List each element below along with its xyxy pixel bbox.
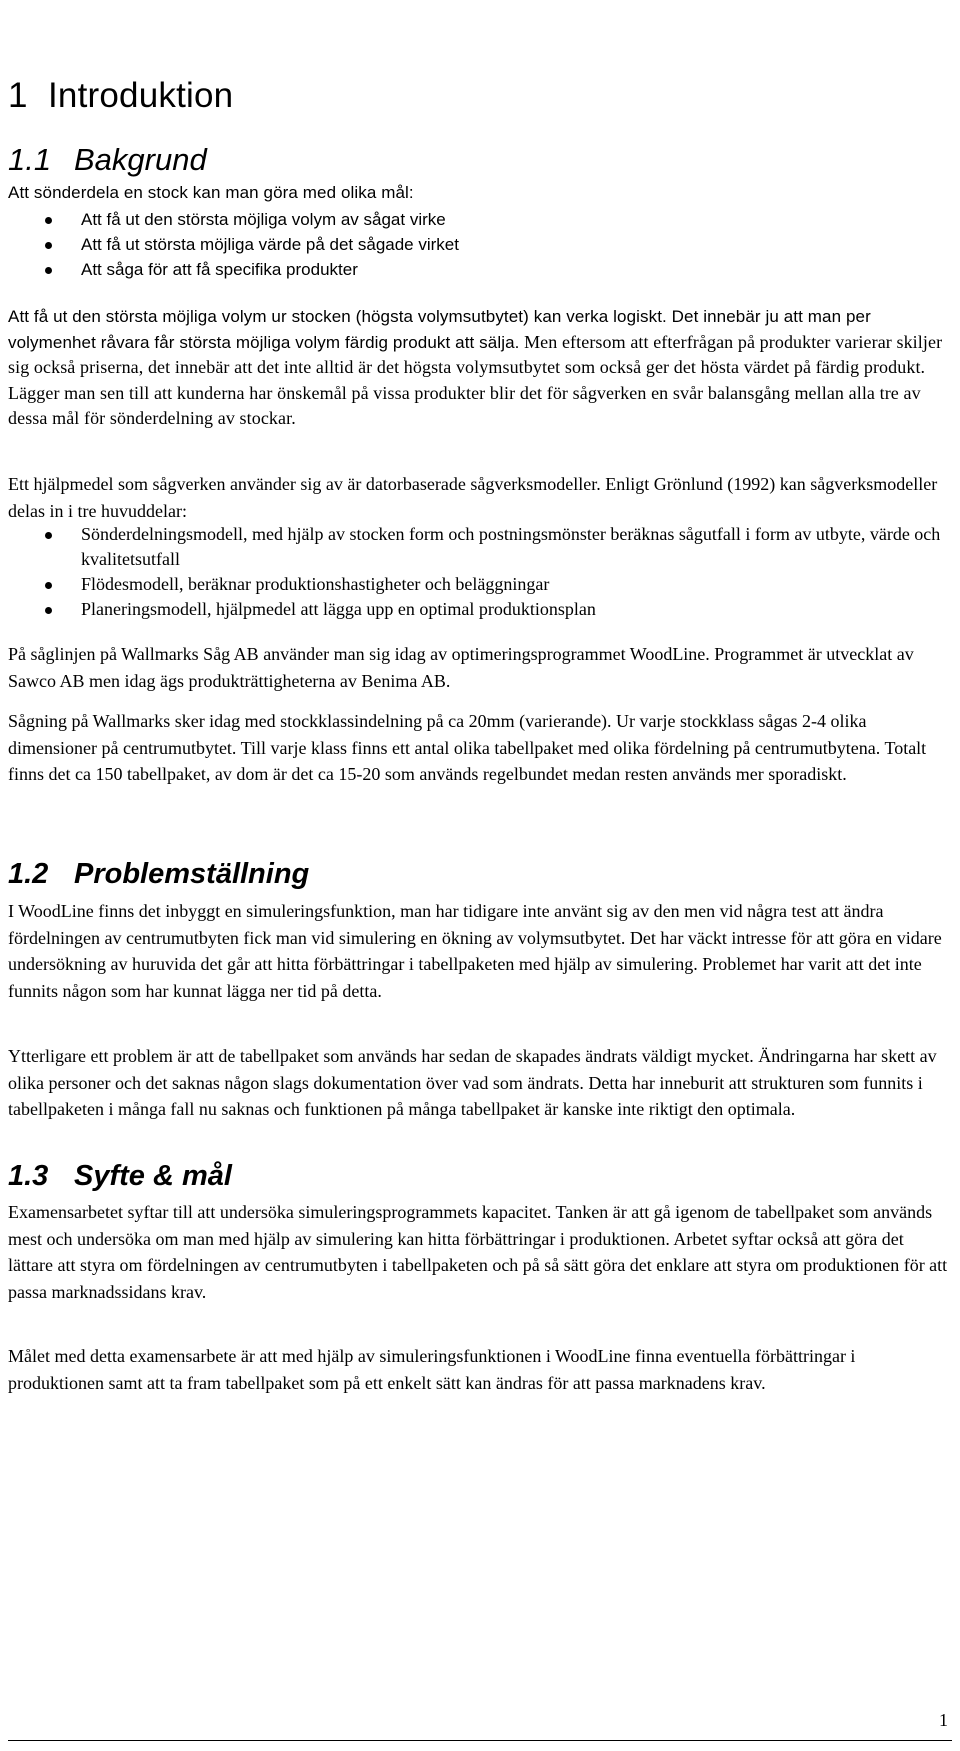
chapter-heading	[8, 76, 233, 116]
paragraph-part: Men eftersom att efterfrågan på produkter varierar skiljer sig också priserna, det innebär att det inte alltid är det högsta volymsutbytet som också ger det hösta värdet på färdig produkt. Lägger man sen till att kunderna har önskemål på vissa produkter blir det för sågverken en svår balansgång mellan alla tre av dessa mål för sönderdelning av stockar.	[8, 331, 943, 428]
section-heading-problemstallning	[8, 858, 309, 891]
models-bullet-list	[8, 522, 948, 622]
bullet-icon	[45, 532, 52, 539]
bullet-icon	[45, 582, 52, 589]
paragraph: Målet med detta examensarbete är att med hjälp av simuleringsfunktionen i WoodLine finna eventuella förbättringar i produktionen samt att ta fram tabellpaket som på ett enkelt sätt kan ändras för att passa marknadens krav.	[8, 1346, 856, 1393]
section-number: 1.1	[8, 142, 52, 177]
section-number: 1.3	[8, 1160, 49, 1192]
page-number: 1	[939, 1710, 948, 1730]
intro-paragraph: Att sönderdela en stock kan man göra med olika mål:	[8, 183, 414, 202]
list-item: Flödesmodell, beräknar produktionshastigheter och beläggningar	[8, 572, 948, 597]
section-heading-syfte	[8, 1160, 232, 1193]
section-number: 1.2	[8, 858, 49, 890]
section-title: Problemställning	[74, 858, 310, 890]
list-item: Att få ut den största möjliga volym av sågat virke	[8, 207, 948, 232]
section-title: Syfte & mål	[74, 1160, 232, 1192]
list-item: Sönderdelningsmodell, med hjälp av stocken form och postningsmönster beräknas sågutfall i form av utbyte, värde och kvalitetsutfall	[8, 522, 948, 572]
bullet-icon	[45, 607, 52, 614]
chapter-number: 1	[8, 76, 28, 115]
paragraph: Ytterligare ett problem är att de tabellpaket som används har sedan de skapades ändrats väldigt mycket. Ändringarna har skett av olika personer och det saknas någon slags dokumentation över vad som ändrats. Detta har inneburit att strukturen som funnits i tabellpaketen i många fall nu saknas och funktionen på många tabellpaket är kanske inte riktigt den optimala.	[8, 1046, 937, 1119]
list-item: Att få ut största möjliga värde på det sågade virket	[8, 232, 948, 257]
paragraph-part: Att få ut den största möjliga volym ur stocken (högsta volymsutbytet) kan verka logiskt. Det innebär ju att man per volymenhet råvara får största möjliga volym färdig produkt att sälja.	[8, 307, 871, 352]
paragraph: I WoodLine finns det inbyggt en simuleringsfunktion, man har tidigare inte använt sig av den men vid några test att ändra fördelningen av centrumutbyten fick man vid simulering en ökning av volymsutbytet. Det har väckt intresse för att göra en vidare undersökning av huruvida det går att hitta förbättringar i tabellpaketen med hjälp av simulering. Problemet har varit att det inte funnits någon som har kunnat lägga ner tid på detta.	[8, 901, 942, 1001]
chapter-title: Introduktion	[48, 76, 234, 115]
paragraph: Ett hjälpmedel som sågverken använder sig av är datorbaserade sågverksmodeller. Enligt Grönlund (1992) kan sågverksmodeller delas in i tre huvuddelar:	[8, 474, 938, 521]
goals-bullet-list	[8, 207, 948, 282]
footer-divider	[8, 1740, 952, 1741]
paragraph	[8, 304, 948, 432]
paragraph: På såglinjen på Wallmarks Såg AB använder man sig idag av optimeringsprogrammet WoodLine. Programmet är utvecklat av Sawco AB men idag ägs produkträttigheterna av Benima AB.	[8, 644, 914, 691]
list-item: Planeringsmodell, hjälpmedel att lägga upp en optimal produktionsplan	[8, 597, 948, 622]
bullet-icon	[45, 217, 52, 224]
section-heading-bakgrund	[8, 142, 207, 178]
bullet-icon	[45, 267, 52, 274]
section-title: Bakgrund	[74, 142, 207, 177]
paragraph: Sågning på Wallmarks sker idag med stockklassindelning på ca 20mm (varierande). Ur varje stockklass sågas 2-4 olika dimensioner på centrumutbytet. Till varje klass finns ett antal olika tabellpaket med olika fördelning på centrumutbytena. Totalt finns det ca 150 tabellpaket, av dom är det ca 15-20 som används regelbundet medan resten används mer sporadiskt.	[8, 711, 927, 784]
bullet-icon	[45, 242, 52, 249]
paragraph: Examensarbetet syftar till att undersöka simuleringsprogrammets kapacitet. Tanken är att gå igenom de tabellpaket som används mest och undersöka om man med hjälp av simulering kan hitta förbättringar i produktionen. Arbetet syftar också att göra det lättare att styra om fördelningen av centrumutbyten i tabellpaketen och på så sätt göra det enklare att styra om produktionen för att passa marknadssidans krav.	[8, 1202, 948, 1302]
list-item: Att såga för att få specifika produkter	[8, 257, 948, 282]
